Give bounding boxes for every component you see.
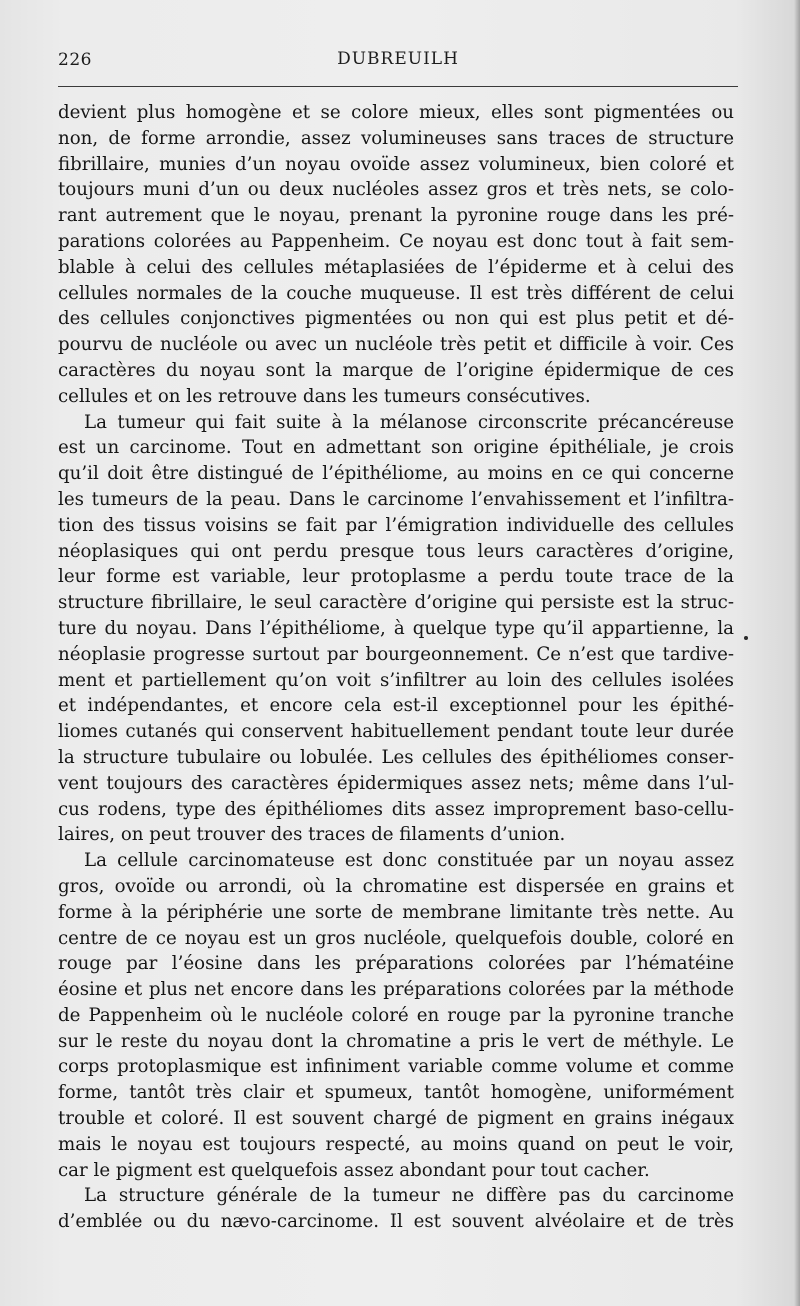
text-line: vent toujours des caractères épidermiques assez nets; même dans l’ul- [58, 772, 734, 794]
text-line: toujours muni d’un ou deux nucléoles assez gros et très nets, se colo- [58, 179, 734, 201]
text-line: corps protoplasmique est infiniment variable comme volume et comme [58, 1056, 734, 1078]
text-line: sur le reste du noyau dont la chromatine a pris le vert de méthyle. Le [58, 1030, 734, 1052]
text-line: ment et partiellement qu’on voit s’infiltrer au loin des cellules isolées [58, 669, 734, 691]
body-text [58, 100, 734, 1235]
page-header-title: DUBREUILH [337, 49, 459, 69]
text-line: parations colorées au Pappenheim. Ce noyau est donc tout à fait sem- [58, 230, 734, 252]
text-line: cellules normales de la couche muqueuse. Il est très différent de celui [58, 282, 734, 304]
text-line: néoplasiques qui ont perdu presque tous leurs caractères d’origine, [58, 540, 734, 562]
text-line: qu’il doit être distingué de l’épithéliome, au moins en ce qui concerne [58, 463, 734, 485]
text-line: mais le noyau est toujours respecté, au moins quand on peut le voir, [58, 1133, 734, 1155]
text-line: La tumeur qui fait suite à la mélanose circonscrite précancéreuse [84, 411, 734, 433]
text-line: blable à celui des cellules métaplasiées de l’épiderme et à celui des [58, 256, 734, 278]
text-line: des cellules conjonctives pigmentées ou non qui est plus petit et dé- [58, 308, 734, 330]
text-line: de Pappenheim où le nucléole coloré en rouge par la pyronine tranche [58, 1004, 734, 1026]
text-line: forme, tantôt très clair et spumeux, tantôt homogène, uniformément [58, 1082, 734, 1104]
header-rule [58, 86, 738, 87]
text-line: néoplasie progresse surtout par bourgeonnement. Ce n’est que tardive- [58, 643, 734, 665]
text-line: et indépendantes, et encore cela est-il exceptionnel pour les épithé- [58, 695, 734, 717]
text-line: laires, on peut trouver des traces de filaments d’union. [58, 824, 566, 846]
paragraph [58, 1183, 734, 1235]
text-line: forme à la périphérie une sorte de membrane limitante très nette. Au [58, 901, 734, 923]
text-line: pourvu de nucléole ou avec un nucléole très petit et difficile à voir. Ces [58, 334, 734, 356]
text-line: est un carcinome. Tout en admettant son origine épithéliale, je crois [58, 437, 734, 459]
text-line: trouble et coloré. Il est souvent chargé de pigment en grains inégaux [58, 1108, 734, 1130]
text-line: structure fibrillaire, le seul caractère d’origine qui persiste est la struc- [58, 592, 734, 614]
text-line: gros, ovoïde ou arrondi, où la chromatine est dispersée en grains et [58, 875, 734, 897]
text-line: les tumeurs de la peau. Dans le carcinome l’envahissement et l’infiltra- [58, 488, 734, 510]
print-speck [744, 636, 748, 640]
text-line: centre de ce noyau est un gros nucléole, quelquefois double, coloré en [58, 927, 734, 949]
paragraph [58, 848, 734, 1183]
text-line: car le pigment est quelquefois assez abondant pour tout cacher. [58, 1159, 650, 1181]
text-line: caractères du noyau sont la marque de l’origine épidermique de ces [58, 359, 734, 381]
text-line: liomes cutanés qui conservent habituellement pendant toute leur durée [58, 721, 734, 743]
text-line: d’emblée ou du nævo-carcinome. Il est souvent alvéolaire et de très [58, 1211, 734, 1233]
running-head [58, 46, 738, 76]
text-line: fibrillaire, munies d’un noyau ovoïde assez volumineux, bien coloré et [58, 153, 734, 175]
text-line: La cellule carcinomateuse est donc constituée par un noyau assez [84, 850, 734, 872]
page-edge-shadow [794, 0, 800, 1306]
text-line: cus rodens, type des épithéliomes dits assez improprement baso-cellu- [58, 798, 734, 820]
page-number: 226 [58, 50, 92, 70]
text-line: non, de forme arrondie, assez volumineuses sans traces de structure [58, 127, 734, 149]
text-line: La structure générale de la tumeur ne diffère pas du carcinome [84, 1185, 734, 1207]
text-line: rant autrement que le noyau, prenant la pyronine rouge dans les pré- [58, 205, 734, 227]
text-line: leur forme est variable, leur protoplasme a perdu toute trace de la [58, 566, 734, 588]
paragraph [58, 100, 734, 410]
paragraph [58, 410, 734, 849]
text-line: éosine et plus net encore dans les préparations colorées par la méthode [58, 979, 734, 1001]
text-line: devient plus homogène et se colore mieux, elles sont pigmentées ou [58, 102, 734, 123]
text-line: ture du noyau. Dans l’épithéliome, à quelque type qu’il appartienne, la [58, 617, 734, 639]
text-line: la structure tubulaire ou lobulée. Les cellules des épithéliomes conser- [58, 746, 734, 768]
text-line: tion des tissus voisins se fait par l’émigration individuelle des cellules [58, 514, 734, 536]
text-line: rouge par l’éosine dans les préparations colorées par l’hématéine [58, 953, 734, 975]
text-line: cellules et on les retrouve dans les tumeurs consécutives. [58, 385, 591, 407]
